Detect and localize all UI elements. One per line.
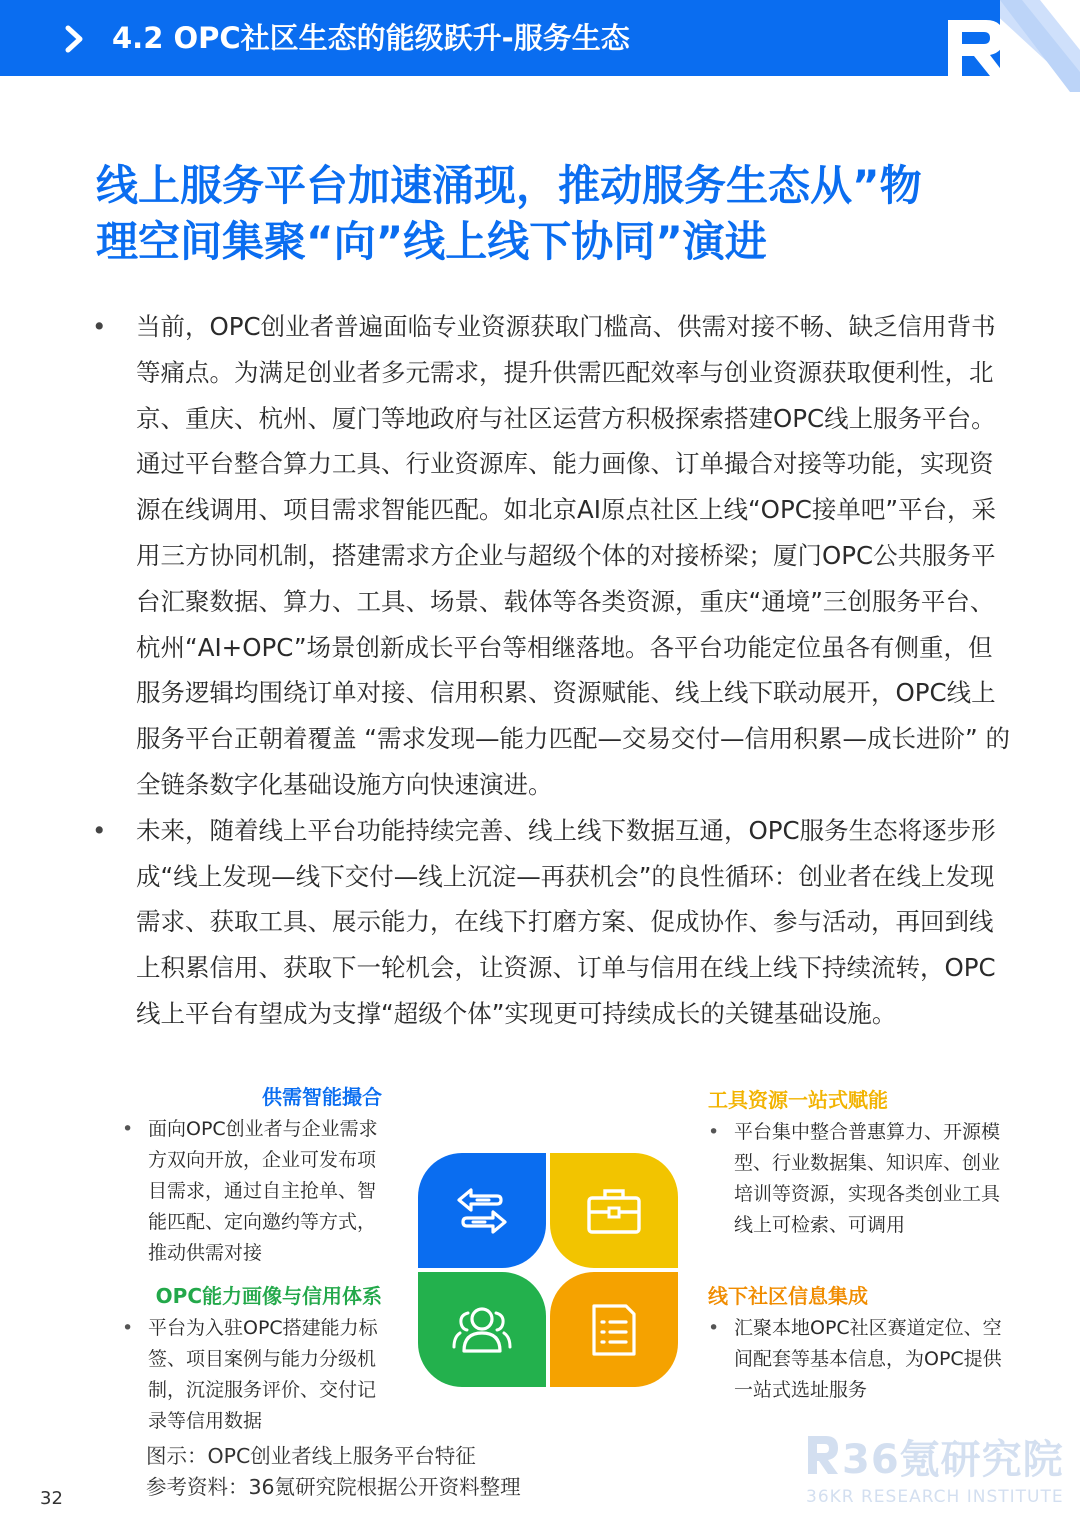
bullet-icon: • <box>92 312 107 341</box>
feature-title: OPC能力画像与信用体系 <box>155 1284 382 1308</box>
feature-text: 汇聚本地OPC社区赛道定位、空间配套等基本信息，为OPC提供一站式选址服务 <box>734 1317 1002 1401</box>
feature-text-row: • 平台为入驻OPC搭建能力标签、项目案例与能力分级机制，沉淀服务评价、交付记录等信用数据 <box>122 1317 378 1432</box>
source-caption: 参考资料：36氪研究院根据公开资料整理 <box>146 1475 521 1499</box>
feature-supply-demand <box>122 1083 384 1269</box>
body-bullets <box>92 304 1010 1037</box>
headline-line-2: 理空间集聚“向”线上线下协同”演进 <box>96 217 767 266</box>
paragraph-1: 当前，OPC创业者普遍面临专业资源获取门槛高、供需对接不畅、缺乏信用背书等痛点。为满足创业者多元需求，提升供需匹配效率与创业资源获取便利性，北京、重庆、杭州、厦门等地政府与社区运营方积极探索搭建OPC线上服务平台。通过平台整合算力工具、行业资源库、能力画像、订单撮合对接等功能，实现资源在线调用、项目需求智能匹配。如北京AI原点社区上线“OPC接单吧”平台，采用三方协同机制，搭建需求方企业与超级个体的对接桥梁；厦门OPC公共服务平台汇聚数据、算力、工具、场景、载体等各类资源，重庆“通境”三创服务平台、杭州“AI+OPC”场景创新成长平台等相继落地。各平台功能定位虽各有侧重，但服务逻辑均围绕订单对接、信用积累、资源赋能、线上线下联动展开，OPC线上服务平台正朝着覆盖 “需求发现—能力匹配—交易交付—信用积累—成长进阶” 的全链条数字化基础设施方向快速演进。 <box>136 312 1010 799</box>
toolbox-icon <box>584 1184 644 1238</box>
feature-title: 线下社区信息集成 <box>708 1284 868 1308</box>
people-icon <box>451 1303 513 1357</box>
feature-text-row: • 汇聚本地OPC社区赛道定位、空间配套等基本信息，为OPC提供一站式选址服务 <box>708 1317 1002 1401</box>
document-list-icon <box>588 1302 640 1358</box>
section-title: 4.2 OPC社区生态的能级跃升-服务生态 <box>112 21 630 55</box>
feature-offline-community <box>708 1282 1006 1406</box>
exchange-arrows-icon <box>449 1184 515 1238</box>
paragraph-2: 未来，随着线上平台功能持续完善、线上线下数据互通，OPC服务生态将逐步形成“线上发现—线下交付—线上沉淀—再获机会”的良性循环：创业者在线上发现需求、获取工具、展示能力，在线下打磨方案、促成协作、参与活动，再回到线上积累信用、获取下一轮机会，让资源、订单与信用在线上线下持续流转，OPC线上平台有望成为支撑“超级个体”实现更可持续成长的关键基础设施。 <box>136 815 996 1028</box>
feature-tools-resources <box>708 1086 1006 1241</box>
headline <box>96 158 996 270</box>
feature-text: 平台集中整合普惠算力、开源模型、行业数据集、知识库、创业培训等资源，实现各类创业工具线上可检索、可调用 <box>734 1121 1001 1236</box>
headline-line-1: 线上服务平台加速涌现，推动服务生态从”物 <box>96 161 922 210</box>
feature-text-row: • 面向OPC创业者与企业需求方双向开放，企业可发布项目需求，通过自主抢单、智能匹配、定向邀约等方式，推动供需对接 <box>122 1118 378 1264</box>
page-header <box>0 0 1080 78</box>
quadrant-green <box>418 1272 546 1387</box>
watermark-logo-icon <box>806 1432 840 1476</box>
watermark-en: 36KR RESEARCH INSTITUTE <box>806 1487 1064 1507</box>
brand-logo-icon <box>920 0 1080 92</box>
figure-caption: 图示：OPC创业者线上服务平台特征 <box>146 1444 476 1468</box>
feature-title: 工具资源一站式赋能 <box>708 1088 888 1112</box>
chevron-right-icon <box>62 24 88 54</box>
feature-title: 供需智能撮合 <box>262 1085 382 1109</box>
page-number: 32 <box>40 1488 63 1509</box>
feature-text: 平台为入驻OPC搭建能力标签、项目案例与能力分级机制，沉淀服务评价、交付记录等信用数据 <box>148 1317 378 1432</box>
watermark-cn: 36氪研究院 <box>842 1437 1064 1483</box>
feature-text-row: • 平台集中整合普惠算力、开源模型、行业数据集、知识库、创业培训等资源，实现各类创业工具线上可检索、可调用 <box>708 1121 1001 1236</box>
list-item <box>92 808 1010 1037</box>
bullet-icon: • <box>92 815 107 845</box>
quadrant-orange <box>550 1272 678 1387</box>
list-item <box>92 304 1010 808</box>
quadrant-yellow <box>550 1153 678 1268</box>
quadrant-blue <box>418 1153 546 1268</box>
feature-credit-profile <box>122 1282 384 1437</box>
feature-text: 面向OPC创业者与企业需求方双向开放，企业可发布项目需求，通过自主抢单、智能匹配、定向邀约等方式，推动供需对接 <box>148 1118 378 1264</box>
